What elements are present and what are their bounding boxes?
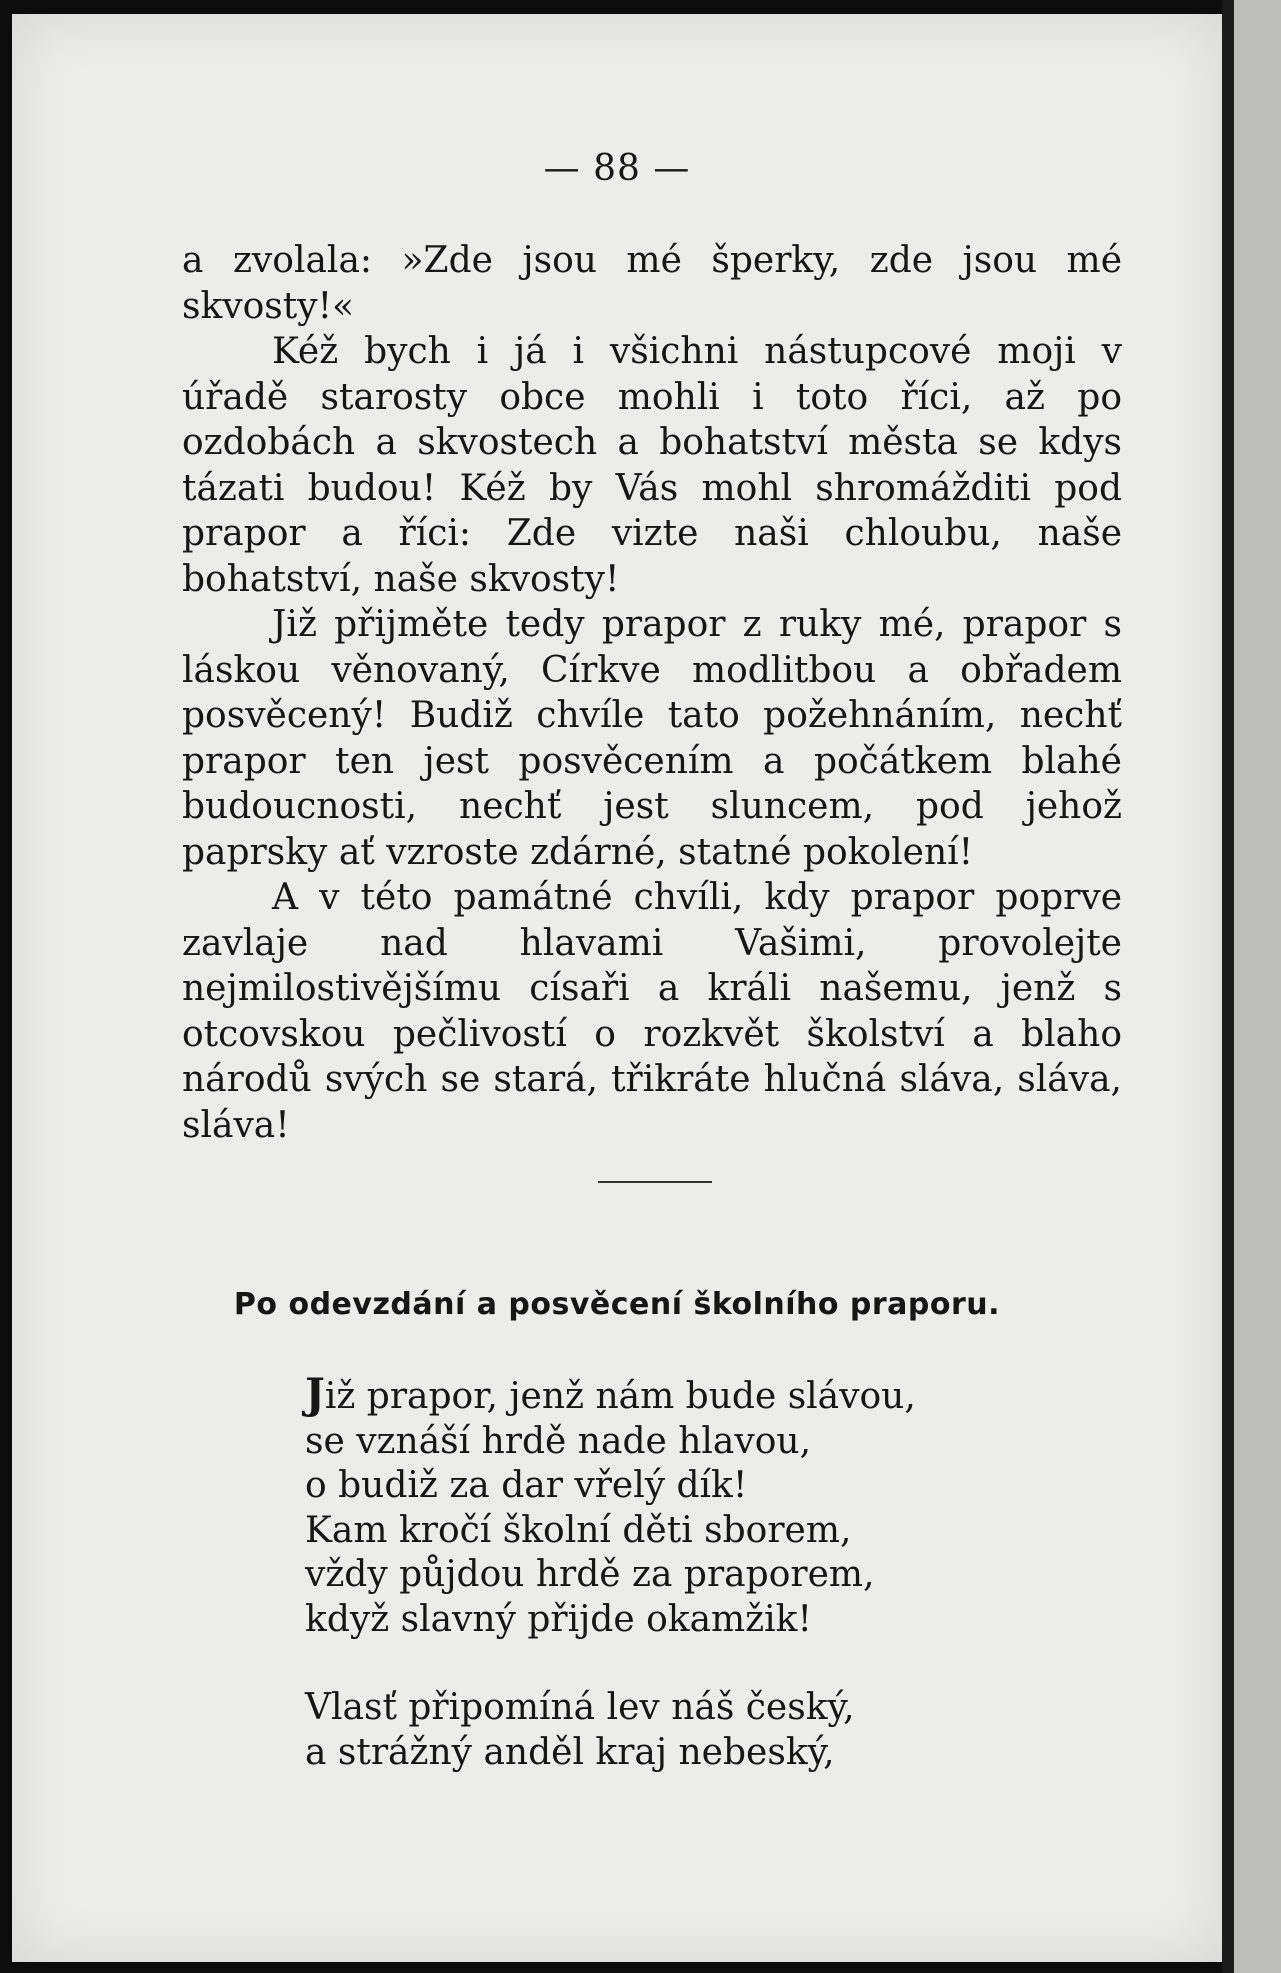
poem-line: Vlasť připomíná lev náš český, [305, 1687, 855, 1728]
poem-line: a strážný anděl kraj nebeský, [305, 1731, 835, 1773]
poem-line-text: iž prapor, jenž nám bude slávou, [324, 1376, 916, 1417]
page-content [12, 14, 1222, 1962]
drop-cap: J [305, 1369, 325, 1418]
poem-line: Kam kročí školní děti sborem, [305, 1509, 852, 1551]
poem-line: když slavný přijde okamžik! [305, 1598, 812, 1640]
paragraph-3: Již přijměte tedy prapor z ruky mé, prapor s láskou věnovaný, Církve modlitbou a obřadem posvěcený! Budiž chvíle tato požehnáním, nechť prapor ten jest posvěcením a počátkem blahé budoucnosti, nechť jest sluncem, pod jehož paprsky ať vzroste zdárné, statné pokolení! [182, 604, 1122, 873]
paragraph-4: A v této památné chvíli, kdy prapor poprve zavlaje nad hlavami Vašimi, provolejte nejmilostivějšímu císaři a králi našemu, jenž s otcovskou pečlivostí o rozkvět školství a blaho národů svých se stará, třikráte hlučná sláva, sláva, sláva! [182, 877, 1122, 1146]
poem-line: se vznáší hrdě nade hlavou, [305, 1420, 812, 1462]
section-divider [598, 1181, 712, 1183]
page-number: — 88 — [543, 148, 691, 189]
poem [305, 1369, 1105, 1819]
adjacent-page-strip [1234, 0, 1281, 1973]
section-heading: Po odevzdání a posvěcení školního praporu. [233, 1287, 1001, 1322]
poem-line [305, 1369, 1105, 1420]
poem-stanza-2 [305, 1686, 1105, 1775]
poem-line: vždy půjdou hrdě za praporem, [305, 1554, 875, 1595]
prose-text [182, 238, 1122, 1148]
poem-stanza-1 [305, 1369, 1105, 1642]
poem-line: o budiž za dar vřelý dík! [305, 1465, 748, 1506]
page-gutter-shadow [1222, 0, 1234, 1973]
paragraph-1: a zvolala: »Zde jsou mé šperky, zde jsou mé skvosty!« [182, 240, 1122, 327]
paragraph-2: Kéž bych i já i všichni nástupcové moji v úřadě starosty obce mohli i toto říci, až po ozdobách a skvostech a bohatství města se kdys tázati budou! Kéž by Vás mohl shromážditi pod prapor a říci: Zde vizte naši chloubu, naše bohatství, naše skvosty! [182, 331, 1122, 600]
